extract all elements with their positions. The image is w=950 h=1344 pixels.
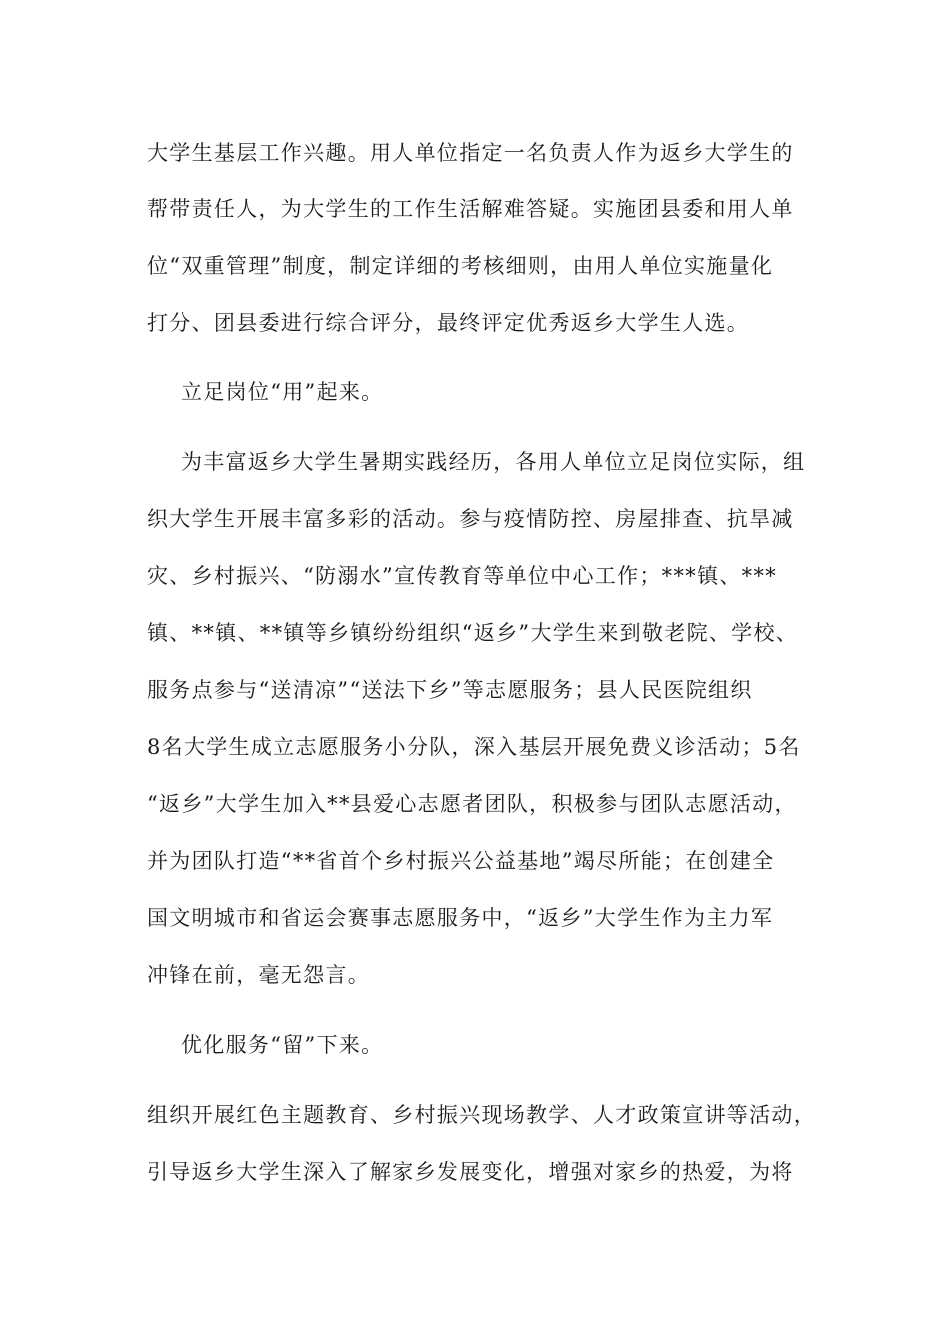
- text-line: 为丰富返乡大学生暑期实践经历，各用人单位立足岗位实际，组: [181, 450, 806, 474]
- text-line: 国文明城市和省运会赛事志愿服务中，“返乡”大学生作为主力军: [147, 906, 774, 930]
- text-line: 灾、乡村振兴、“防溺水”宣传教育等单位中心工作；***镇、***: [147, 564, 778, 588]
- text-line: “返乡”大学生加入**县爱心志愿者团队，积极参与团队志愿活动，: [147, 792, 797, 816]
- text-line: 织大学生开展丰富多彩的活动。参与疫情防控、房屋排查、抗旱减: [147, 507, 794, 531]
- text-line: 冲锋在前，毫无怨言。: [147, 963, 370, 987]
- text-line: 服务点参与“送清凉”“送法下乡”等志愿服务；县人民医院组织: [147, 678, 753, 702]
- text-line: 组织开展红色主题教育、乡村振兴现场教学、人才政策宣讲等活动，: [147, 1103, 816, 1127]
- text-line: 引导返乡大学生深入了解家乡发展变化，增强对家乡的热爱，为将: [147, 1160, 794, 1184]
- text-line: 打分、团县委进行综合评分，最终评定优秀返乡大学生人选。: [147, 311, 750, 335]
- section-heading: 优化服务“留”下来。: [181, 1033, 384, 1057]
- text-line: 8名大学生成立志愿服务小分队，深入基层开展免费义诊活动；5名: [147, 735, 801, 759]
- text-line: 大学生基层工作兴趣。用人单位指定一名负责人作为返乡大学生的: [147, 141, 794, 165]
- text-line: 并为团队打造“**省首个乡村振兴公益基地”竭尽所能；在创建全: [147, 849, 775, 873]
- section-heading: 立足岗位“用”起来。: [181, 380, 384, 404]
- text-line: 位“双重管理”制度，制定详细的考核细则，由用人单位实施量化: [147, 254, 774, 278]
- text-line: 帮带责任人，为大学生的工作生活解难答疑。实施团县委和用人单: [147, 197, 794, 221]
- text-line: 镇、**镇、**镇等乡镇纷纷组织“返乡”大学生来到敬老院、学校、: [147, 621, 799, 645]
